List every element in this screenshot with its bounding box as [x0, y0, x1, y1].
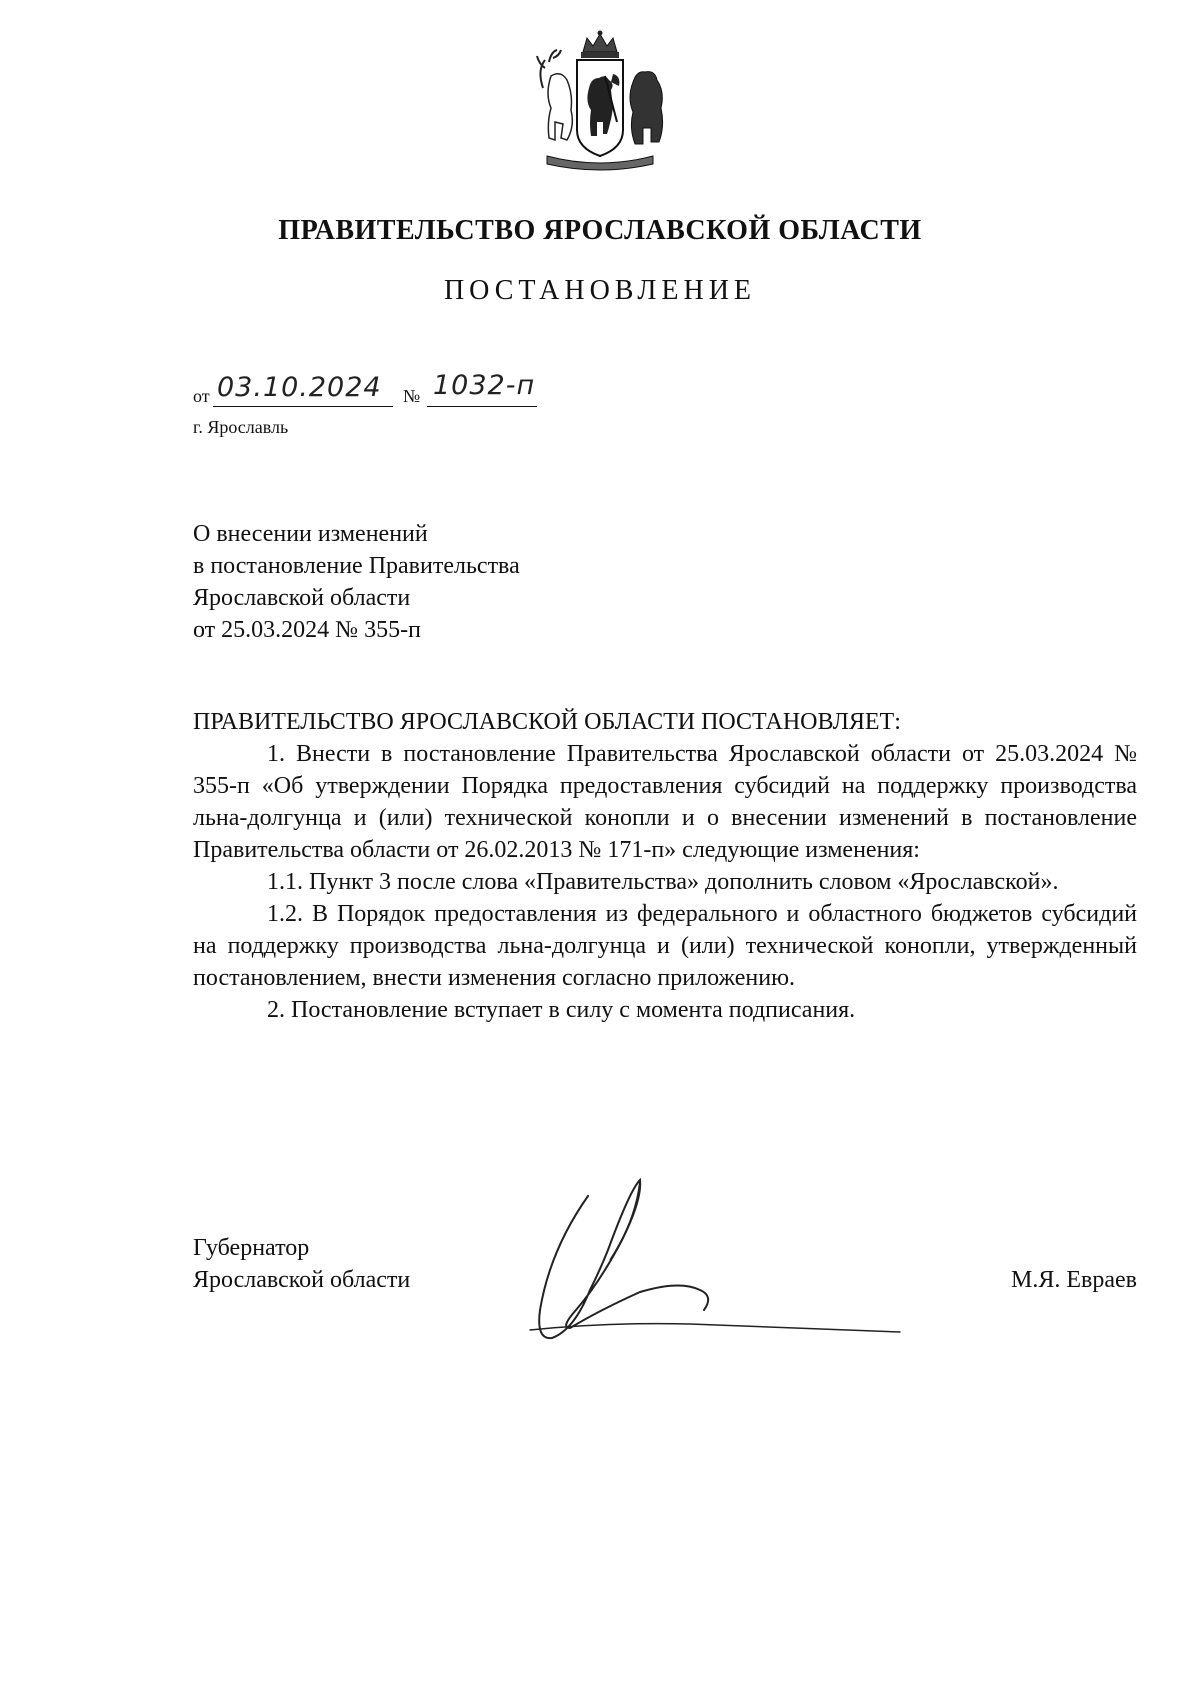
- subject-line: от 25.03.2024 № 355-п: [193, 617, 421, 643]
- signer-position-line: Губернатор: [193, 1235, 310, 1261]
- handwritten-signature-icon: [490, 1160, 910, 1380]
- handwritten-number: 1032-п: [433, 370, 536, 401]
- coat-of-arms-icon: [525, 30, 675, 180]
- subject-line: в постановление Правительства: [193, 553, 520, 579]
- document-subject: [193, 518, 520, 646]
- subject-line: Ярославской области: [193, 585, 411, 611]
- registration-line: [193, 370, 593, 420]
- date-prefix: от: [193, 386, 210, 406]
- signer-name: М.Я. Евраев: [1011, 1267, 1137, 1293]
- preamble: ПРАВИТЕЛЬСТВО ЯРОСЛАВСКОЙ ОБЛАСТИ ПОСТАНОВЛЯЕТ:: [193, 709, 901, 735]
- number-prefix: №: [403, 386, 421, 406]
- document-body: [193, 706, 1137, 1026]
- government-title: ПРАВИТЕЛЬСТВО ЯРОСЛАВСКОЙ ОБЛАСТИ: [278, 215, 922, 246]
- paragraph-2: 2. Постановление вступает в силу с момента подписания.: [267, 997, 856, 1023]
- paragraph-1: 1. Внести в постановление Правительства Ярославской области от 25.03.2024 № 355-п «Об утверждении Порядка предоставления субсидий на поддержку производства льна-долгунца и (или) технической конопли и о внесении изменений в постановление Правительства области от 26.02.2013 № 171-п» следующие изменения:: [193, 741, 1137, 863]
- document-type: ПОСТАНОВЛЕНИЕ: [443, 275, 757, 306]
- date-underline: [213, 406, 393, 407]
- number-underline: [427, 406, 537, 407]
- subject-line: О внесении изменений: [193, 521, 428, 547]
- paragraph-1-1: 1.1. Пункт 3 после слова «Правительства» дополнить словом «Ярославской».: [267, 869, 1059, 895]
- city: г. Ярославль: [193, 417, 289, 437]
- signer-position: [193, 1232, 410, 1296]
- paragraph-1-2: 1.2. В Порядок предоставления из федерального и областного бюджетов субсидий на поддержку производства льна-долгунца и (или) технической конопли, утвержденный постановлением, внести изменения согласно приложению.: [193, 901, 1137, 991]
- handwritten-date: 03.10.2024: [217, 372, 382, 403]
- signer-position-line: Ярославской области: [193, 1267, 411, 1293]
